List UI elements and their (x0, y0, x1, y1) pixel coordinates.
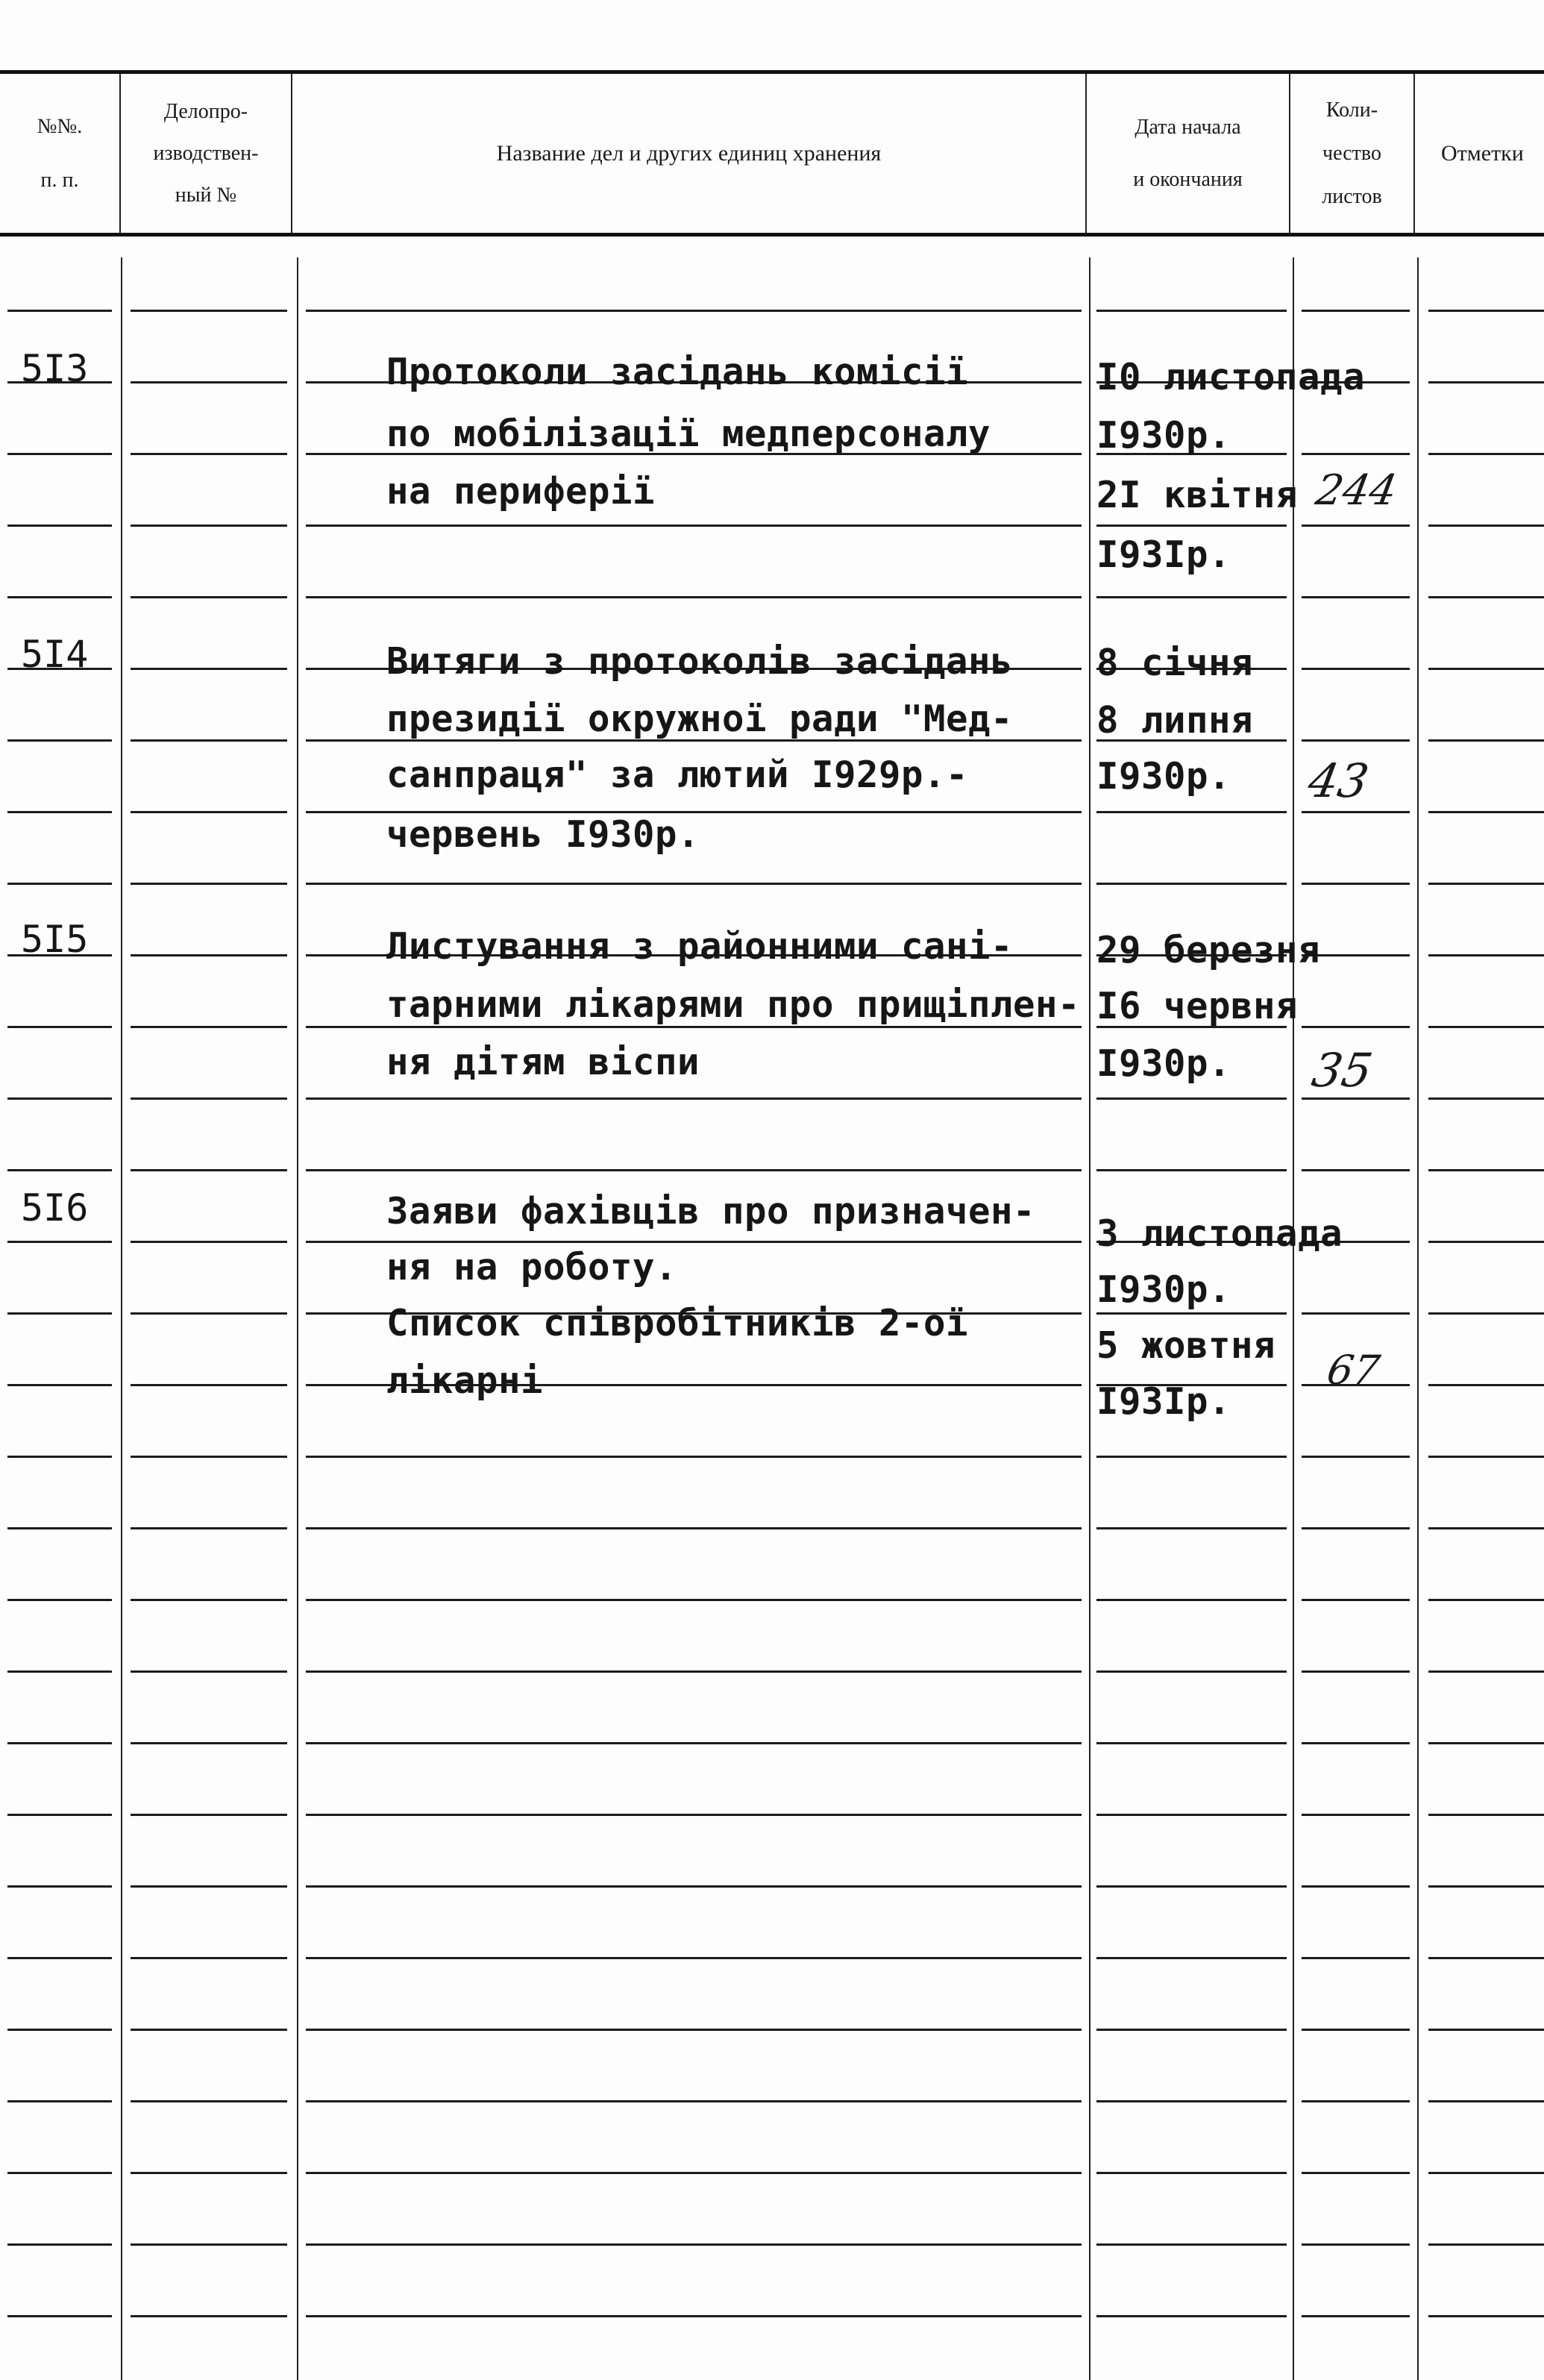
ruled-line (1096, 1169, 1287, 1171)
entry-sheet-count: 35 (1308, 1043, 1377, 1097)
ruled-line (1302, 1957, 1410, 1959)
ruled-line (1302, 739, 1410, 742)
entry-number: 5I4 (21, 633, 89, 676)
ruled-line (1428, 2100, 1544, 2102)
ruled-line (131, 668, 287, 670)
entry-title-line: червень I930р. (386, 813, 700, 856)
ruled-line (1428, 1885, 1544, 1888)
ruled-line (7, 2029, 112, 2031)
header-col-notes (1415, 74, 1544, 233)
entry-date-line: 29 березня (1096, 929, 1321, 971)
ruled-line (1302, 2029, 1410, 2031)
ruled-line (306, 1456, 1082, 1458)
ruled-line (306, 1026, 1082, 1028)
header-col-notes-text: Отметки (1441, 140, 1524, 166)
ruled-line (131, 1169, 287, 1171)
ruled-line (1096, 1742, 1287, 1744)
ruled-line (1428, 1169, 1544, 1171)
ruled-line (131, 1814, 287, 1816)
column-divider (1293, 257, 1294, 2380)
ruled-line (1302, 1814, 1410, 1816)
ruled-line (131, 596, 287, 598)
header-col-office-number-line: Делопро- (163, 99, 248, 123)
ruled-line (7, 1456, 112, 1458)
header-col-sheets-line: чество (1322, 141, 1381, 165)
ruled-line (1302, 1527, 1410, 1529)
column-divider (1089, 257, 1090, 2380)
header-col-number (0, 74, 119, 233)
ruled-line (1096, 2243, 1287, 2246)
ruled-line (1096, 1599, 1287, 1601)
ruled-line (1428, 1384, 1544, 1386)
ruled-line (131, 1241, 287, 1243)
ruled-line (306, 2315, 1082, 2317)
ruled-line (7, 1957, 112, 1959)
ruled-line (7, 524, 112, 527)
ruled-line (131, 1957, 287, 1959)
header-col-number-line: №№. (37, 114, 83, 138)
ruled-line (1096, 883, 1287, 885)
entry-title-line: Листування з районними сані- (386, 925, 1014, 968)
entry-number: 5I5 (21, 918, 89, 961)
ruled-line (1302, 453, 1410, 455)
ruled-line (1428, 453, 1544, 455)
ruled-line (1428, 1026, 1544, 1028)
entry-date-line: 3 листопада (1096, 1212, 1343, 1255)
ruled-line (1302, 2315, 1410, 2317)
ruled-line (1428, 1957, 1544, 1959)
ruled-line (131, 1527, 287, 1529)
ruled-line (306, 1527, 1082, 1529)
entry-date-line: I0 листопада (1096, 356, 1366, 398)
ruled-line (1428, 310, 1544, 312)
ruled-line (1096, 2029, 1287, 2031)
ruled-line (306, 1241, 1082, 1243)
ruled-line (1302, 1097, 1410, 1100)
ruled-line (1428, 1670, 1544, 1673)
ruled-line (306, 2243, 1082, 2246)
entry-title-line: Заяви фахівців про призначен- (386, 1190, 1036, 1233)
ruled-line (131, 1885, 287, 1888)
entry-sheet-count: 67 (1323, 1347, 1384, 1394)
ruled-line (306, 1599, 1082, 1601)
ruled-line (1302, 811, 1410, 813)
ruled-line (306, 1670, 1082, 1673)
ruled-line (1428, 1599, 1544, 1601)
ruled-line (1302, 2172, 1410, 2174)
entry-sheet-count: 43 (1304, 754, 1373, 808)
ruled-line (7, 1527, 112, 1529)
ruled-line (1302, 1456, 1410, 1458)
header-col-dates-line: Дата начала (1135, 115, 1241, 139)
ruled-line (7, 1312, 112, 1315)
ruled-line (1428, 1456, 1544, 1458)
ruled-line (1302, 1599, 1410, 1601)
ruled-line (7, 453, 112, 455)
ruled-line (306, 1169, 1082, 1171)
ruled-line (7, 1885, 112, 1888)
ruled-line (1428, 1312, 1544, 1315)
entry-title-line: по мобілізації медперсоналу (386, 413, 991, 455)
ruled-line (131, 954, 287, 956)
header-bottom-rule (0, 233, 1544, 237)
ruled-line (1428, 739, 1544, 742)
ruled-line (306, 1957, 1082, 1959)
ruled-line (131, 2243, 287, 2246)
ruled-line (1428, 1097, 1544, 1100)
ruled-line (131, 1670, 287, 1673)
entry-date-line: 2I квітня (1096, 474, 1299, 516)
ruled-line (131, 2172, 287, 2174)
ruled-line (7, 310, 112, 312)
ruled-line (1096, 811, 1287, 813)
ruled-line (7, 2243, 112, 2246)
header-col-dates (1087, 74, 1289, 233)
ruled-line (1428, 811, 1544, 813)
entry-title-line: Протоколи засідань комісії (386, 351, 969, 393)
entry-date-line: I93Iр. (1096, 533, 1231, 576)
ruled-line (131, 811, 287, 813)
ruled-line (7, 596, 112, 598)
ruled-line (131, 2029, 287, 2031)
column-divider (1417, 257, 1419, 2380)
ruled-line (1428, 668, 1544, 670)
ruled-line (131, 883, 287, 885)
ruled-line (1096, 524, 1287, 527)
header-col-dates-line: и окончания (1133, 167, 1243, 191)
ruled-line (7, 883, 112, 885)
ruled-line (7, 739, 112, 742)
entry-title-line: лікарні (386, 1359, 544, 1402)
ruled-line (7, 2172, 112, 2174)
ruled-line (1428, 883, 1544, 885)
header-col-title-text: Название дел и других единиц хранения (496, 140, 882, 166)
entry-date-line: 8 липня (1096, 699, 1254, 742)
header-col-office-number (121, 74, 291, 233)
ruled-line (7, 1742, 112, 1744)
ruled-line (1428, 2172, 1544, 2174)
ruled-line (1428, 1241, 1544, 1243)
ruled-line (7, 2315, 112, 2317)
ruled-line (131, 739, 287, 742)
entry-title-line: ня дітям віспи (386, 1041, 700, 1083)
ruled-line (131, 1097, 287, 1100)
ruled-line (1096, 596, 1287, 598)
entry-date-line: 5 жовтня (1096, 1324, 1276, 1367)
ruled-line (131, 453, 287, 455)
header-col-title (292, 74, 1085, 233)
ruled-line (306, 2029, 1082, 2031)
ruled-line (131, 1599, 287, 1601)
ruled-line (7, 1241, 112, 1243)
ruled-line (1302, 1026, 1410, 1028)
ruled-line (131, 1384, 287, 1386)
entry-title-line: Список співробітників 2-ої (386, 1302, 969, 1344)
ruled-line (7, 1384, 112, 1386)
ruled-line (1428, 1527, 1544, 1529)
header-col-sheets (1290, 74, 1413, 233)
ruled-line (1096, 1312, 1287, 1315)
ruled-line (1096, 2100, 1287, 2102)
ruled-line (1302, 2243, 1410, 2246)
column-divider (121, 257, 122, 2380)
entry-date-line: 8 січня (1096, 642, 1254, 684)
ruled-line (1302, 596, 1410, 598)
ruled-line (1096, 1097, 1287, 1100)
ruled-line (131, 2315, 287, 2317)
entry-date-line: I930р. (1096, 755, 1231, 798)
entry-title-line: тарними лікарями про прищіплен- (386, 983, 1081, 1026)
ruled-line (1428, 381, 1544, 383)
ruled-line (1096, 1670, 1287, 1673)
ruled-line (1096, 1814, 1287, 1816)
ruled-line (1428, 596, 1544, 598)
entry-date-line: I930р. (1096, 1042, 1231, 1085)
ruled-line (131, 1742, 287, 1744)
ruled-line (131, 310, 287, 312)
header-col-office-number-line: ный № (175, 183, 237, 207)
ruled-line (306, 2172, 1082, 2174)
ruled-line (131, 1026, 287, 1028)
entry-number: 5I6 (21, 1186, 89, 1230)
ruled-line (1302, 668, 1410, 670)
ruled-line (306, 1814, 1082, 1816)
ruled-line (1302, 1312, 1410, 1315)
ruled-line (7, 1670, 112, 1673)
ruled-line (1302, 310, 1410, 312)
entry-date-line: I930р. (1096, 414, 1231, 457)
ruled-line (1428, 2315, 1544, 2317)
ruled-line (1096, 2172, 1287, 2174)
ruled-line (1096, 1885, 1287, 1888)
header-col-sheets-line: листов (1322, 184, 1382, 208)
ruled-line (131, 2100, 287, 2102)
ruled-line (306, 524, 1082, 527)
entry-date-line: I93Iр. (1096, 1380, 1231, 1423)
ruled-line (131, 524, 287, 527)
ruled-line (306, 596, 1082, 598)
ruled-line (1428, 524, 1544, 527)
ruled-line (1428, 1742, 1544, 1744)
ruled-line (306, 1885, 1082, 1888)
entry-number: 5I3 (21, 347, 89, 390)
ruled-line (1428, 954, 1544, 956)
ruled-line (1096, 1957, 1287, 1959)
ruled-line (306, 2100, 1082, 2102)
entry-date-line: I6 червня (1096, 985, 1299, 1027)
entry-sheet-count: 244 (1312, 466, 1401, 515)
ruled-line (306, 310, 1082, 312)
ruled-line (1096, 1456, 1287, 1458)
header-col-sheets-line: Коли- (1325, 98, 1378, 122)
ruled-line (7, 1026, 112, 1028)
ruled-line (1096, 2315, 1287, 2317)
ruled-line (131, 1456, 287, 1458)
ruled-line (1302, 1670, 1410, 1673)
ruled-line (7, 1599, 112, 1601)
ruled-line (1428, 1814, 1544, 1816)
ruled-line (1302, 1169, 1410, 1171)
entry-title-line: на периферії (386, 470, 656, 513)
ruled-line (7, 1814, 112, 1816)
ruled-line (1428, 2029, 1544, 2031)
entry-title-line: президії окружної ради "Мед- (386, 698, 1014, 740)
ruled-line (1302, 1742, 1410, 1744)
ruled-line (131, 381, 287, 383)
column-divider (297, 257, 298, 2380)
ruled-line (1096, 310, 1287, 312)
ruled-line (7, 1097, 112, 1100)
ruled-line (7, 811, 112, 813)
entry-title-line: ня на роботу. (386, 1246, 678, 1288)
ruled-line (131, 1312, 287, 1315)
ruled-line (1302, 524, 1410, 527)
ruled-line (7, 1169, 112, 1171)
entry-title-line: санпраця" за лютий I929р.- (386, 754, 969, 796)
ruled-line (7, 2100, 112, 2102)
ruled-line (1096, 1527, 1287, 1529)
ruled-line (306, 1742, 1082, 1744)
ruled-line (306, 1097, 1082, 1100)
ruled-line (1302, 883, 1410, 885)
ruled-line (306, 883, 1082, 885)
header-col-office-number-line: изводствен- (153, 141, 259, 165)
ruled-line (1428, 2243, 1544, 2246)
ruled-line (1302, 1885, 1410, 1888)
entry-date-line: I930р. (1096, 1268, 1231, 1311)
ruled-line (1302, 2100, 1410, 2102)
header-col-number-line: п. п. (40, 168, 79, 192)
entry-title-line: Витяги з протоколів засідань (386, 640, 1014, 683)
